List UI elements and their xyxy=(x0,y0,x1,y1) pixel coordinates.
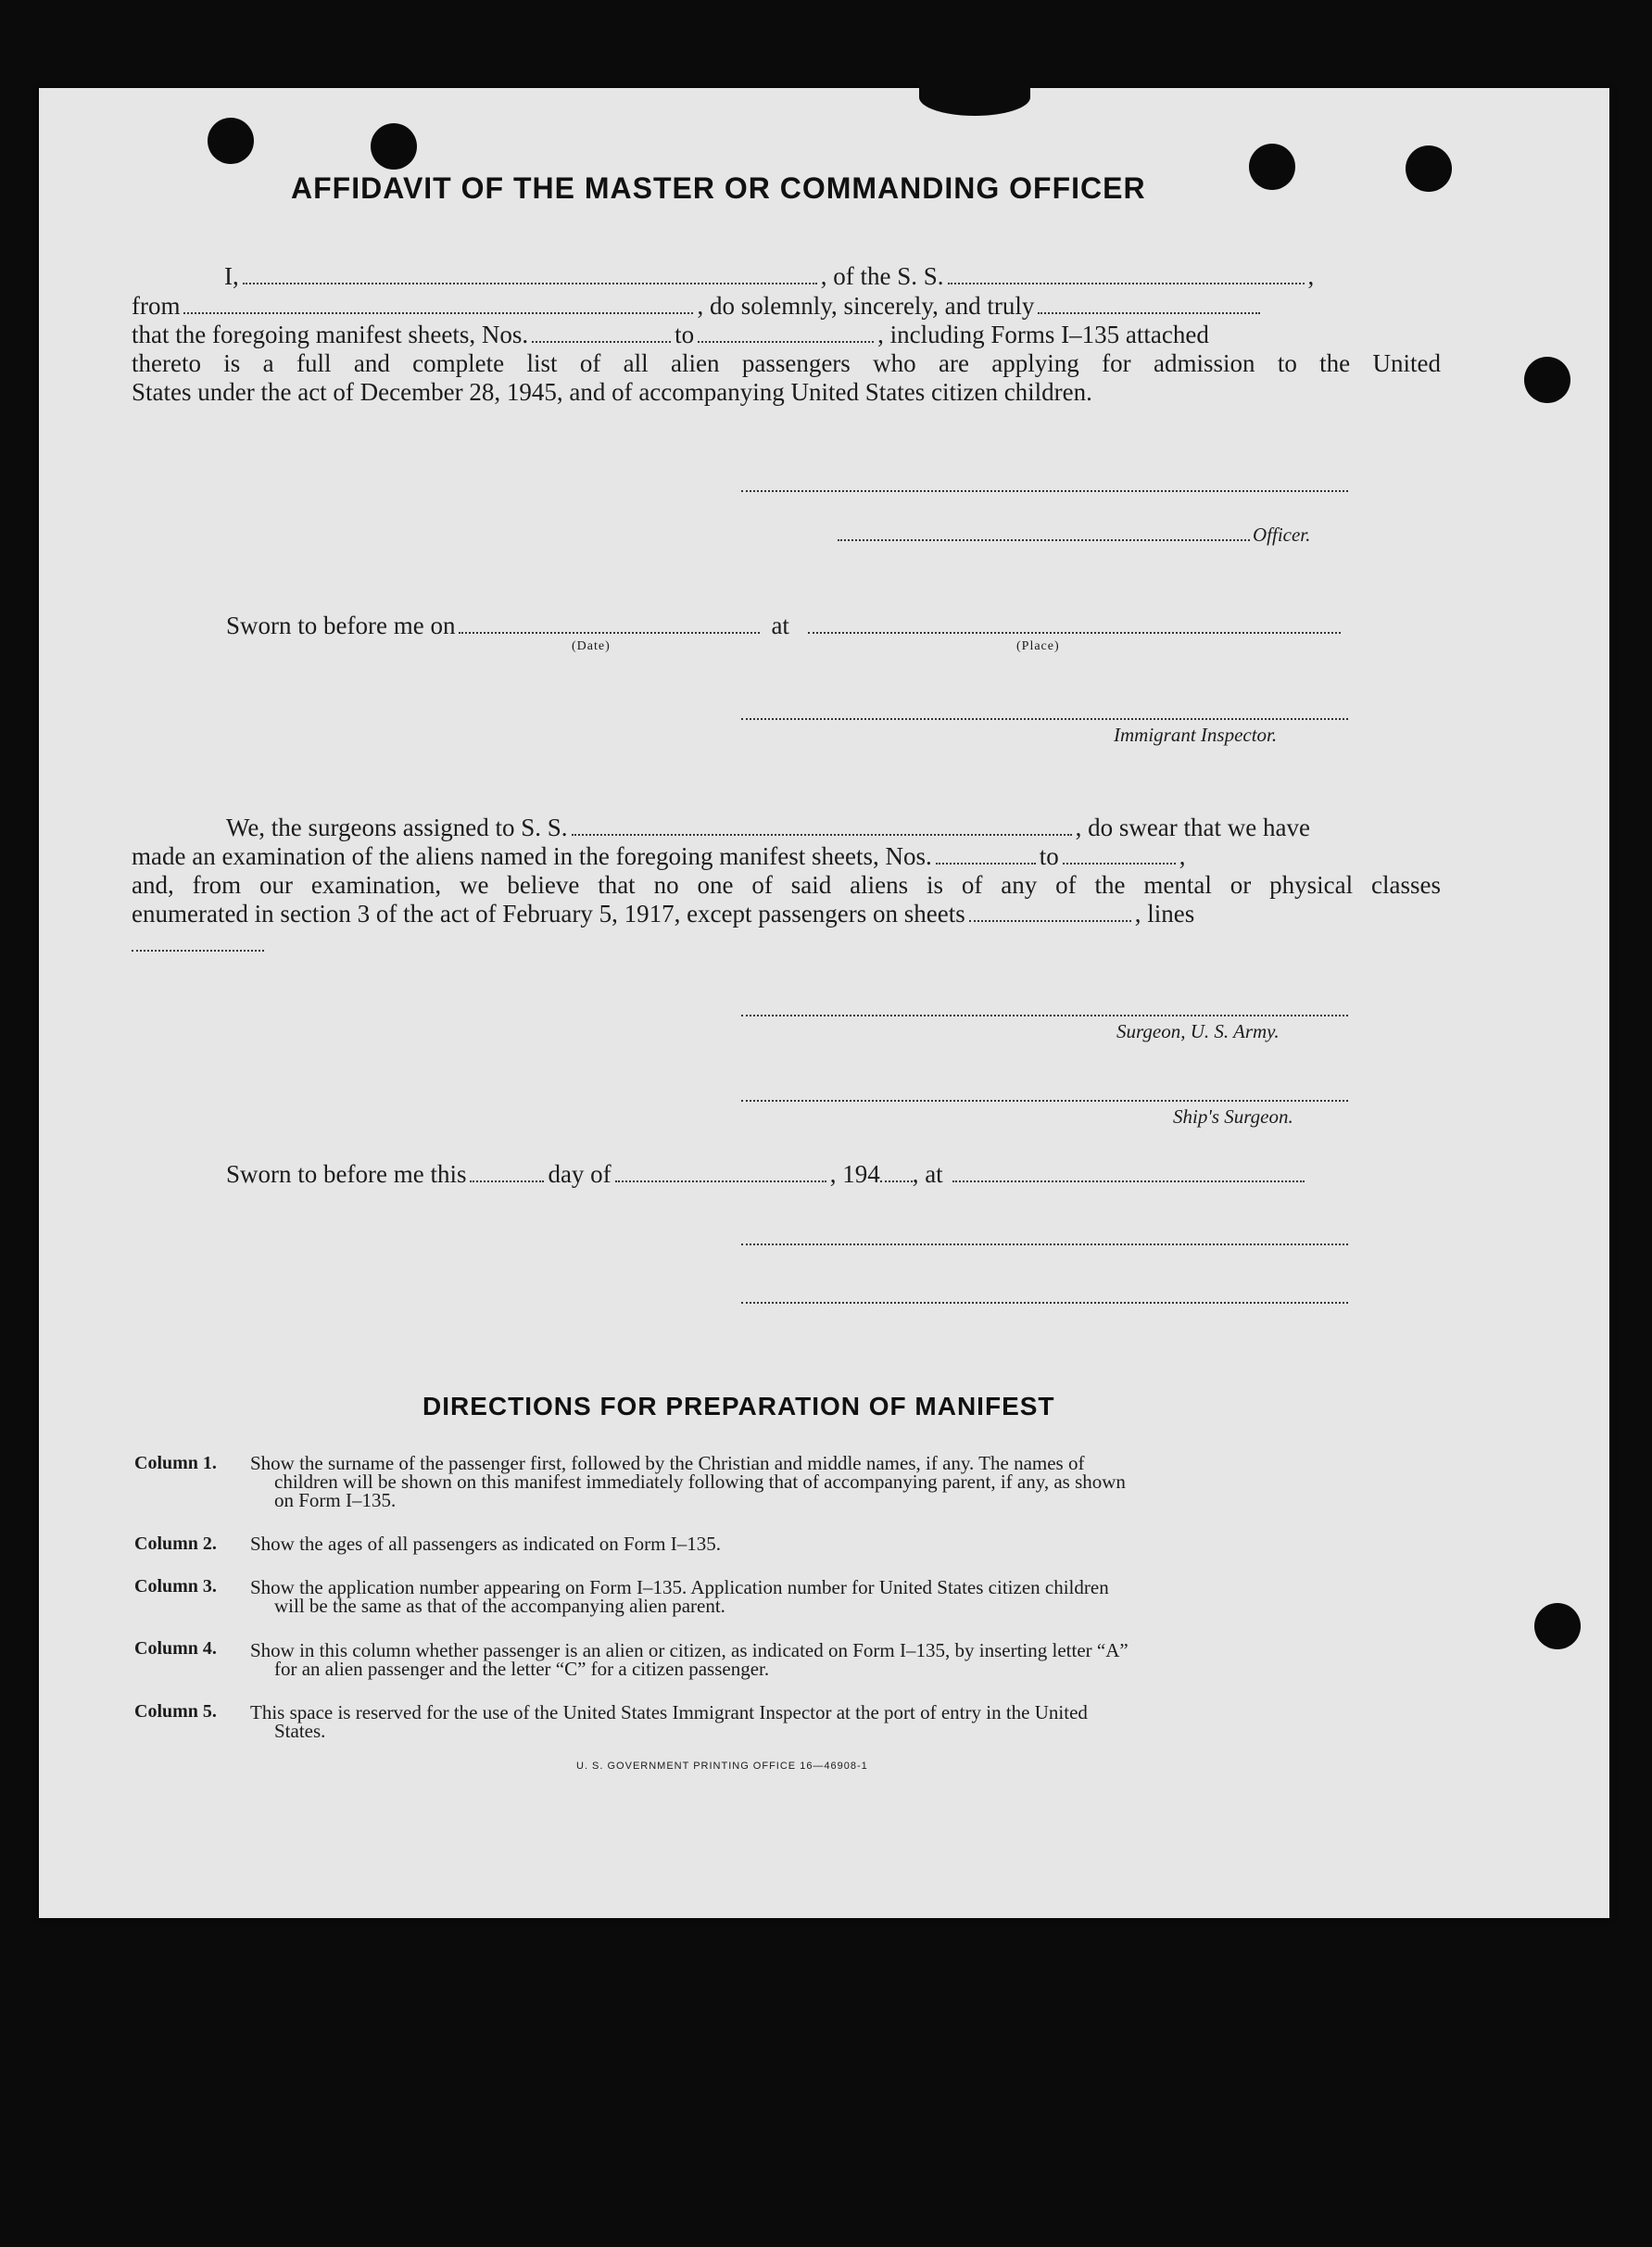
month-field[interactable] xyxy=(615,1162,826,1182)
signature-line[interactable] xyxy=(741,1242,1348,1245)
place-field[interactable] xyxy=(808,613,1341,634)
surgeon-sheet-to-field[interactable] xyxy=(1063,844,1176,865)
column-label: Column 3. xyxy=(134,1576,217,1597)
name-field[interactable] xyxy=(243,264,817,284)
inspector-signature-line[interactable] xyxy=(741,716,1348,720)
from-port-field[interactable] xyxy=(183,294,693,314)
surgeons-line-2 xyxy=(132,842,1441,871)
text: We, the surgeons assigned to S. S. xyxy=(226,814,568,841)
text: , including Forms I–135 attached xyxy=(877,321,1209,348)
text: will be the same as that of the accompanying alien parent. xyxy=(274,1595,725,1617)
officer-signature-line[interactable] xyxy=(838,537,1250,541)
text: Sworn to before me this xyxy=(226,1160,467,1188)
text: day of xyxy=(548,1160,612,1188)
ship-name-field[interactable] xyxy=(948,264,1305,284)
sworn-line-1 xyxy=(132,612,1441,640)
ship-surgeon-signature-line[interactable] xyxy=(741,1098,1348,1102)
document-page xyxy=(39,88,1609,1918)
army-surgeon-signature-line[interactable] xyxy=(741,1013,1348,1016)
text: from xyxy=(132,292,181,320)
day-field[interactable] xyxy=(470,1162,544,1182)
signature-line[interactable] xyxy=(741,1300,1348,1304)
text: , of the S. S. xyxy=(820,262,944,290)
punch-hole xyxy=(1524,357,1570,403)
column-description xyxy=(250,1578,1350,1615)
text: , xyxy=(1179,842,1186,870)
punch-hole xyxy=(208,118,254,164)
place-caption: (Place) xyxy=(1016,639,1060,653)
affidavit-title: AFFIDAVIT OF THE MASTER OR COMMANDING OFFICER xyxy=(291,171,1146,205)
text: , at xyxy=(912,1160,943,1188)
text: made an examination of the aliens named in the foregoing manifest sheets, Nos. xyxy=(132,842,932,870)
place-field-2[interactable] xyxy=(952,1162,1305,1182)
text: , do solemnly, sincerely, and truly xyxy=(697,292,1035,320)
text: to xyxy=(675,321,695,348)
column-description xyxy=(250,1534,1350,1553)
torn-edge xyxy=(919,79,1030,116)
column-description xyxy=(250,1641,1350,1678)
except-sheets-field[interactable] xyxy=(969,902,1131,922)
punch-hole xyxy=(1249,144,1295,190)
sheet-to-field[interactable] xyxy=(698,322,874,343)
punch-hole xyxy=(371,123,417,170)
date-caption: (Date) xyxy=(572,639,611,653)
affidavit-line-1 xyxy=(132,262,1441,291)
text: Show the application number appearing on Form I–135. Application number for United States citizen children xyxy=(250,1576,1109,1598)
text: , do swear that we have xyxy=(1075,814,1310,841)
year-field[interactable] xyxy=(880,1162,913,1182)
affidavit-line-4: thereto is a full and complete list of all alien passengers who are applying for admission to the United xyxy=(132,349,1441,377)
column-description xyxy=(250,1454,1350,1509)
text: , xyxy=(1307,262,1315,290)
printing-office-footer: U. S. GOVERNMENT PRINTING OFFICE 16—46908-1 xyxy=(576,1761,868,1772)
punch-hole xyxy=(1406,145,1452,192)
text: This space is reserved for the use of the United States Immigrant Inspector at the port of entry in the United xyxy=(250,1701,1088,1723)
text: to xyxy=(1039,842,1059,870)
surgeon-ship-field[interactable] xyxy=(572,815,1072,836)
sheet-from-field[interactable] xyxy=(532,322,671,343)
column-label: Column 2. xyxy=(134,1534,217,1554)
surgeons-line-4 xyxy=(132,900,1441,928)
text: Show the surname of the passenger first, followed by the Christian and middle names, if any. The names of xyxy=(250,1452,1085,1474)
affidavit-line-5: States under the act of December 28, 1945, and of accompanying United States citizen children. xyxy=(132,378,1092,406)
officer-label: Officer. xyxy=(1253,524,1311,546)
text: for an alien passenger and the letter “C” for a citizen passenger. xyxy=(274,1658,770,1680)
surgeons-line-1 xyxy=(132,814,1441,842)
truly-field[interactable] xyxy=(1038,294,1260,314)
lines-field[interactable] xyxy=(132,948,264,952)
signature-line[interactable] xyxy=(741,488,1348,492)
column-label: Column 4. xyxy=(134,1638,217,1659)
text: Show the ages of all passengers as indicated on Form I–135. xyxy=(250,1533,721,1555)
inspector-label: Immigrant Inspector. xyxy=(1114,724,1278,746)
affidavit-line-2 xyxy=(132,292,1441,321)
text: on Form I–135. xyxy=(274,1489,397,1511)
text: enumerated in section 3 of the act of February 5, 1917, except passengers on sheets xyxy=(132,900,965,928)
date-field[interactable] xyxy=(459,613,760,634)
surgeons-line-3: and, from our examination, we believe that no one of said aliens is of any of the mental or physical classes xyxy=(132,871,1441,899)
affidavit-line-3 xyxy=(132,321,1441,349)
text: that the foregoing manifest sheets, Nos. xyxy=(132,321,529,348)
surgeon-sheet-from-field[interactable] xyxy=(936,844,1036,865)
text: Show in this column whether passenger is an alien or citizen, as indicated on Form I–135, by inserting letter “A” xyxy=(250,1639,1129,1661)
text: , 194 xyxy=(829,1160,880,1188)
sworn-line-2 xyxy=(132,1160,1441,1189)
directions-title: DIRECTIONS FOR PREPARATION OF MANIFEST xyxy=(422,1392,1055,1420)
punch-hole xyxy=(1534,1603,1581,1649)
text: children will be shown on this manifest immediately following that of accompanying parent, if any, as shown xyxy=(274,1471,1126,1493)
text: States. xyxy=(274,1720,326,1742)
column-description xyxy=(250,1703,1350,1740)
column-label: Column 5. xyxy=(134,1701,217,1722)
text: Sworn to before me on xyxy=(226,612,456,639)
text: I, xyxy=(224,262,239,290)
text: at xyxy=(771,612,789,639)
text: , lines xyxy=(1134,900,1195,928)
army-surgeon-label: Surgeon, U. S. Army. xyxy=(1116,1020,1280,1042)
column-label: Column 1. xyxy=(134,1453,217,1473)
ship-surgeon-label: Ship's Surgeon. xyxy=(1173,1105,1293,1128)
